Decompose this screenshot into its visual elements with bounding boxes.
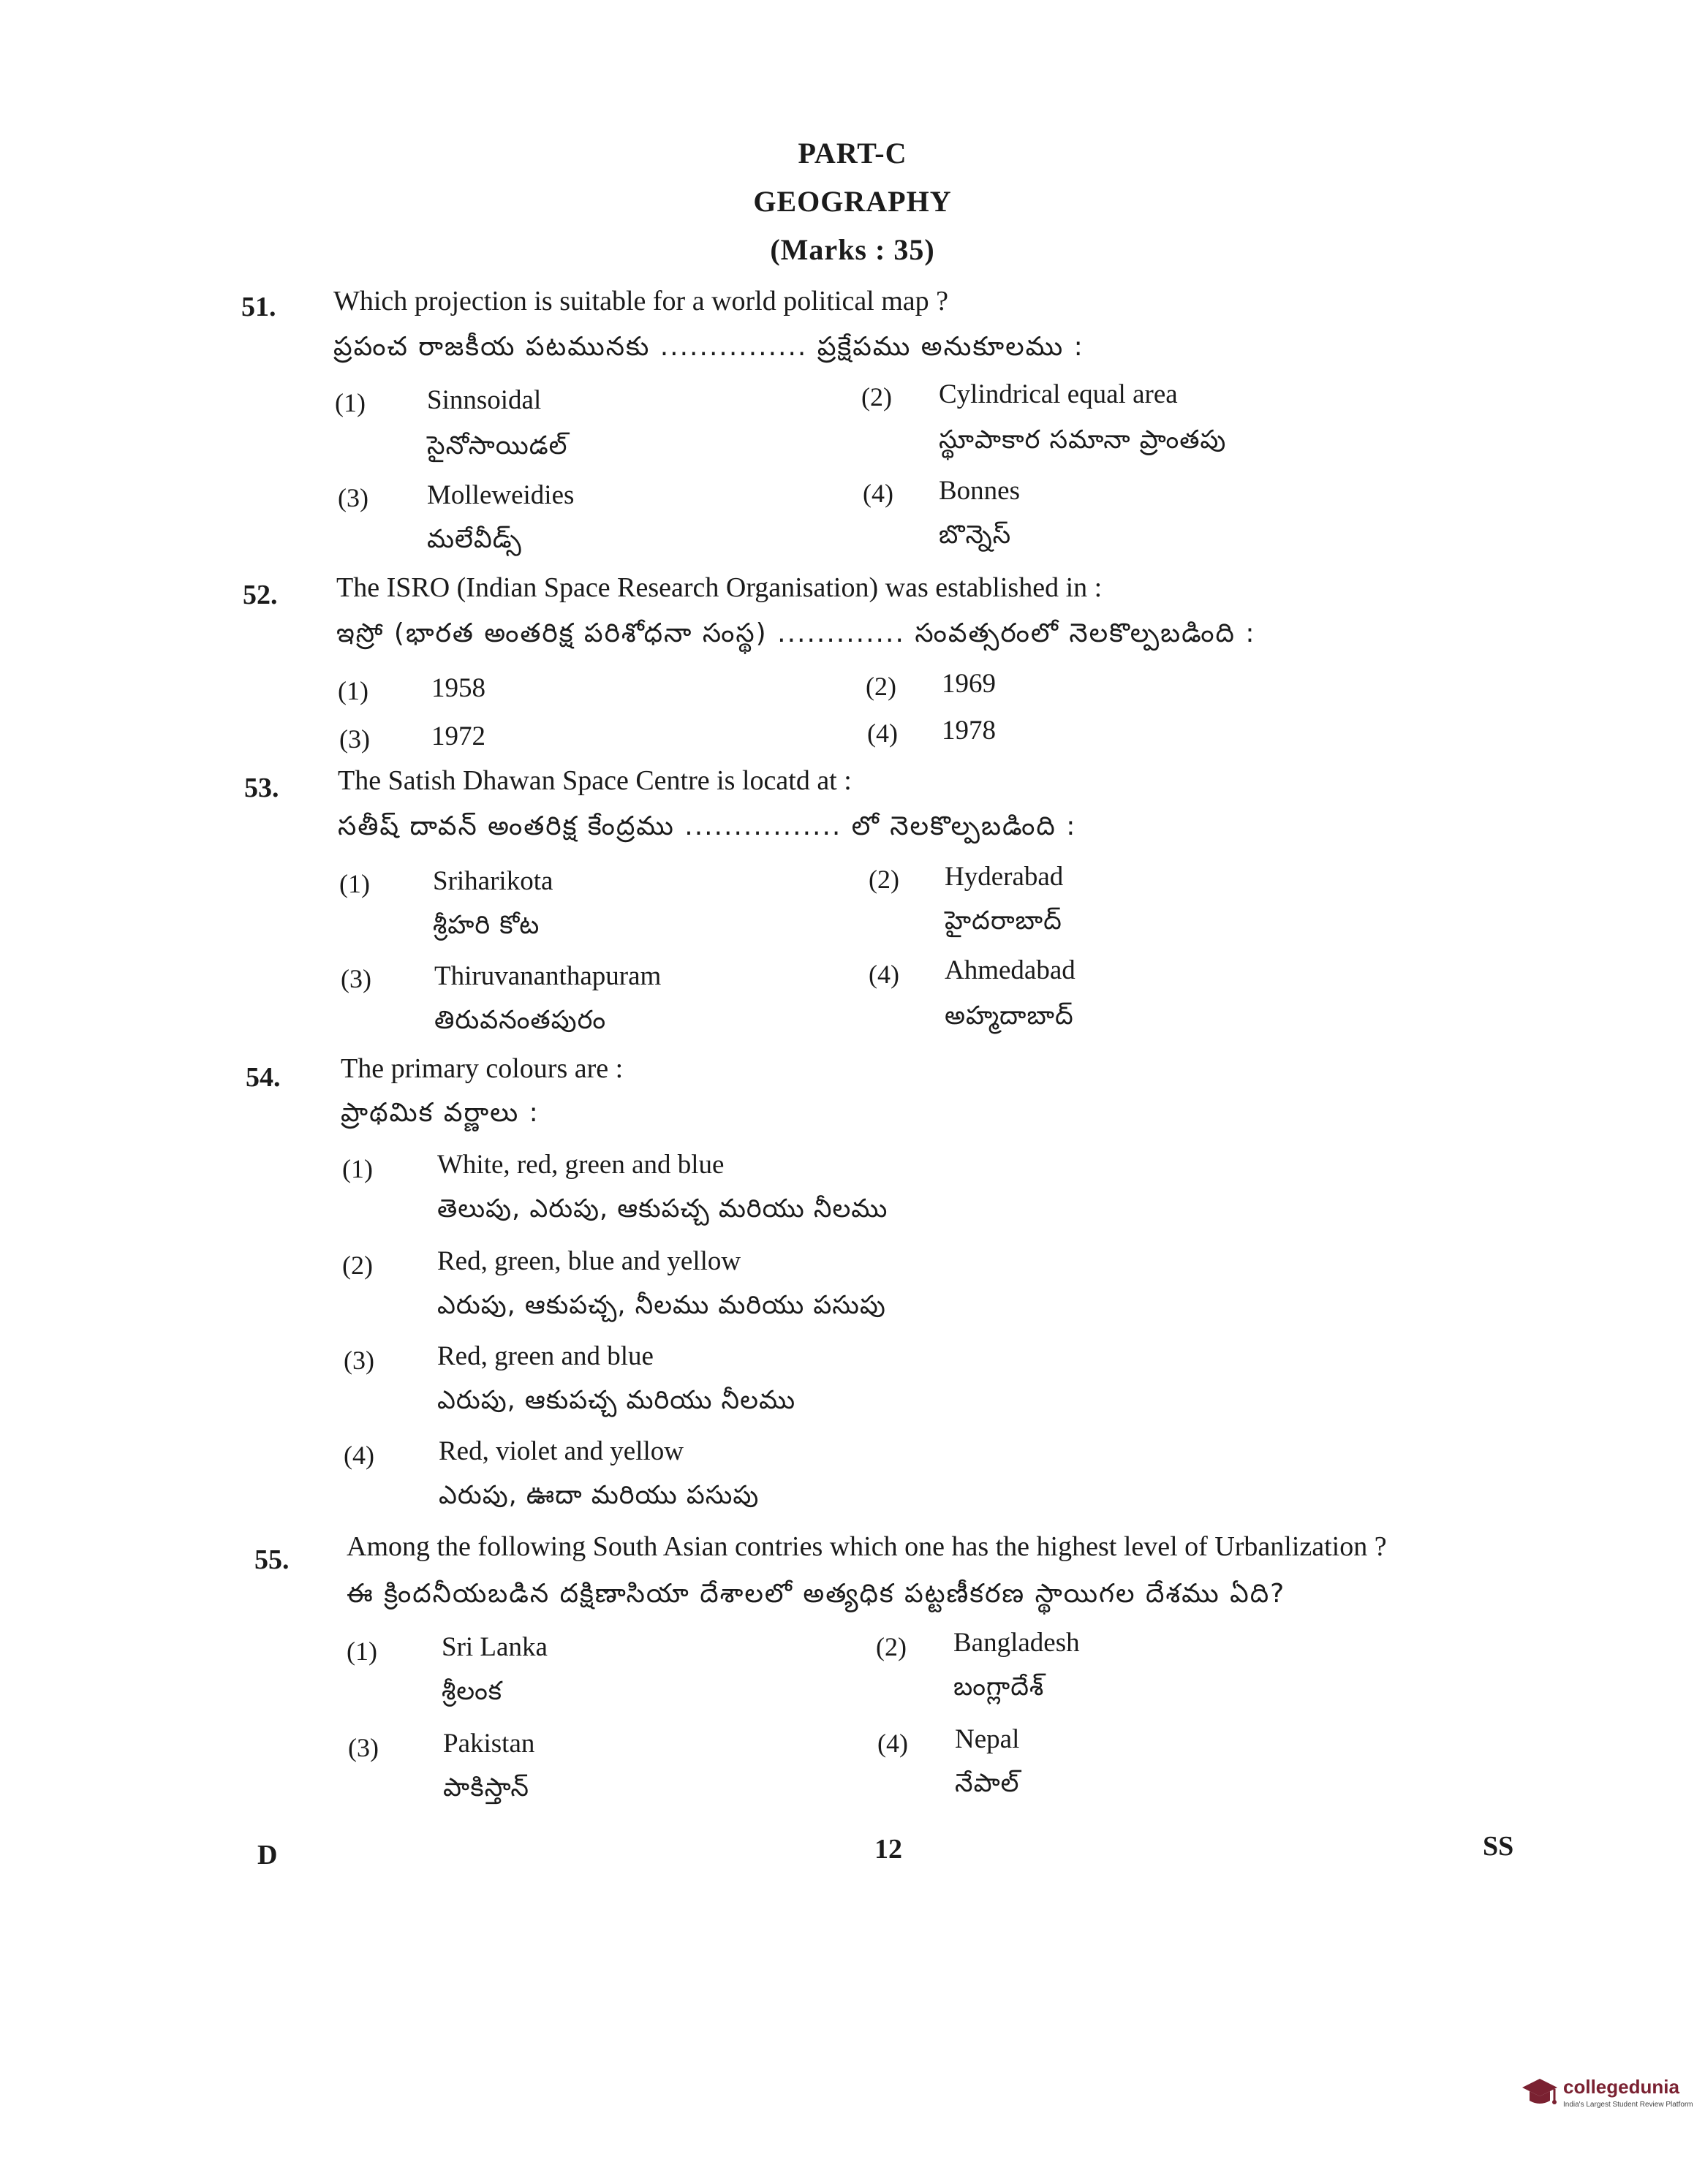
question-text-telugu: ఇస్రో (భారత అంతరిక్ష పరిశోధనా సంస్థ) ............. సంవత్సరంలో నెలకొల్పబడింది : [336,618,1256,648]
option-number: (2) [342,1251,373,1280]
option-number: (1) [338,676,368,705]
option-number: (3) [339,724,370,754]
option-text-telugu: శ్రీహరి కోట [433,911,540,940]
option-text: Nepal [955,1724,1020,1754]
option-number: (1) [335,388,366,417]
option-text-telugu: హైదరాబాద్ [945,906,1062,936]
option-text: Thiruvananthapuram [434,961,662,991]
option-text: Sri Lanka [442,1632,548,1662]
question-text-telugu: ప్రాథమిక వర్ణాలు : [341,1098,540,1128]
option-text-telugu: బంగ్లాదేశ్ [953,1672,1045,1702]
question-text: Among the following South Asian contries which one has the highest level of Urbanlization ? [347,1531,1387,1562]
option-number: (4) [867,718,898,748]
option-text-telugu: తిరువనంతపురం [434,1006,607,1035]
option-text: Cylindrical equal area [939,379,1178,409]
option-text: Bangladesh [953,1628,1080,1658]
question-number: 55. [254,1544,290,1575]
option-text: Red, green, blue and yellow [437,1246,741,1276]
option-text-telugu: బొన్నెస్ [939,520,1012,550]
question-text-telugu: ఈ క్రిందనీయబడిన దక్షిణాసియా దేశాలలో అత్యధిక పట్టణీకరణ స్థాయిగల దేశము ఏది? [347,1579,1286,1609]
option-text: Sinnsoidal [427,385,542,415]
option-number: (3) [348,1733,379,1762]
option-text-telugu: శ్రీలంక [442,1677,503,1706]
question-text: The ISRO (Indian Space Research Organisation) was established in : [336,572,1103,603]
option-text: White, red, green and blue [437,1150,725,1180]
option-number: (2) [861,382,892,412]
option-text: Bonnes [939,476,1020,506]
option-number: (1) [342,1154,373,1183]
marks-heading: (Marks : 35) [770,233,935,266]
option-text: 1958 [431,673,485,703]
option-number: (3) [344,1346,374,1375]
graduation-cap-icon [1519,2073,1559,2112]
question-text-telugu: సతీష్ దావన్ అంతరిక్ష కేంద్రము ................ లో నెలకొల్పబడింది : [338,811,1077,841]
option-text-telugu: పాకిస్తాన్ [443,1773,529,1802]
option-text: Red, violet and yellow [439,1436,684,1466]
option-number: (1) [339,869,370,898]
option-text-telugu: ఎరుపు, ఊదా మరియు పసుపు [439,1481,760,1510]
option-text: Sriharikota [433,866,553,896]
question-text: The Satish Dhawan Space Centre is locatd at : [338,765,852,796]
option-text: 1972 [431,721,485,751]
option-text: Pakistan [443,1729,535,1759]
option-number: (2) [866,672,896,701]
option-text-telugu: నేపాల్ [955,1769,1020,1798]
option-number: (2) [876,1632,907,1661]
question-number: 52. [243,580,278,610]
question-text: Which projection is suitable for a world political map ? [333,286,949,316]
question-number: 51. [241,292,276,322]
option-text: Red, green and blue [437,1341,654,1371]
option-text: 1978 [942,716,996,746]
question-number: 53. [244,773,279,803]
page-number: 12 [874,1834,902,1865]
watermark-tagline: India's Largest Student Review Platform [1563,2101,1693,2109]
option-number: (2) [869,865,899,894]
footer-code: SS [1483,1831,1514,1862]
option-number: (4) [869,960,899,989]
option-number: (3) [338,483,368,512]
question-number: 54. [246,1062,281,1093]
footer-series: D [257,1840,278,1870]
option-number: (4) [863,479,893,508]
option-text: 1969 [942,669,996,699]
part-heading: PART-C [798,137,907,170]
question-text: The primary colours are : [341,1053,624,1084]
option-number: (1) [347,1637,377,1666]
option-text-telugu: ఎరుపు, ఆకుపచ్చ మరియు నీలము [437,1386,796,1415]
option-text-telugu: స్థూపాకార సమానా ప్రాంతపు [939,425,1227,455]
option-number: (3) [341,964,371,993]
watermark-name: collegedunia [1563,2076,1679,2098]
option-text-telugu: సైనోసాయిడల్ [427,431,568,460]
option-number: (4) [344,1441,374,1470]
option-text-telugu: ఎరుపు, ఆకుపచ్చ, నీలము మరియు పసుపు [437,1291,886,1320]
option-text: Ahmedabad [945,955,1075,985]
question-text-telugu: ప్రపంచ రాజకీయ పటమునకు ............... ప్రక్షేపము అనుకూలము : [333,332,1084,362]
subject-heading: GEOGRAPHY [753,185,952,218]
option-text-telugu: తెలుపు, ఎరుపు, ఆకుపచ్చ మరియు నీలము [437,1194,888,1224]
option-text: Hyderabad [945,862,1064,892]
option-text-telugu: మలేవీడ్స్ [427,525,522,554]
option-text: Molleweidies [427,480,575,510]
option-number: (4) [877,1729,908,1758]
option-text-telugu: అహ్మదాబాద్ [945,1001,1074,1031]
